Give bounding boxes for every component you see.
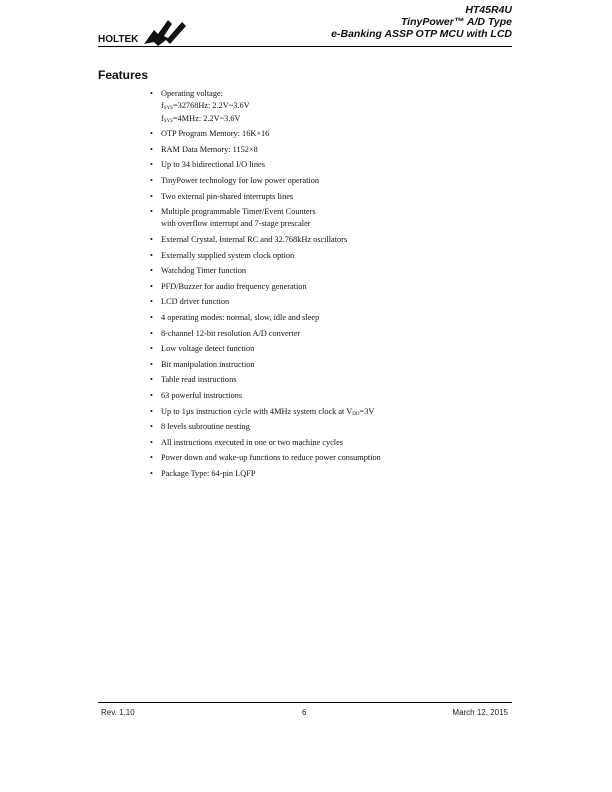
list-item: • OTP Program Memory: 16K×16 — [150, 128, 510, 140]
list-item: • 8 levels subroutine nesting — [150, 421, 510, 433]
document-title — [331, 4, 512, 40]
bullet-icon: • — [150, 160, 153, 170]
bullet-icon: • — [150, 313, 153, 323]
bullet-icon: • — [150, 468, 153, 478]
bullet-icon: • — [150, 422, 153, 432]
subtitle-line: TinyPower™ A/D Type — [400, 16, 512, 28]
bullet-icon: • — [150, 281, 153, 291]
list-item: • Table read instructions — [150, 374, 510, 386]
revision-label: Rev. 1.10 — [101, 708, 135, 717]
list-item: • Watchdog Timer function — [150, 265, 510, 277]
list-item: • Up to 1µs instruction cycle with 4MHz system clock at $V_{DD}=3V$ — [150, 406, 375, 417]
list-item: • Externally supplied system clock option — [150, 250, 510, 262]
list-item: • External Crystal, Internal RC and 32.768kHz oscillators — [150, 234, 510, 246]
bullet-icon: • — [150, 191, 153, 201]
logo-text: HOLTEK — [98, 34, 139, 45]
bullet-icon: • — [150, 344, 153, 354]
list-item — [150, 88, 510, 125]
bullet-icon: • — [150, 375, 153, 385]
bullet-icon: • — [150, 250, 153, 260]
bullet-icon: • — [150, 129, 153, 139]
bullet-icon: • — [150, 144, 153, 154]
list-item: • Two external pin-shared interrupts lines — [150, 191, 510, 203]
bullet-icon: • — [150, 406, 153, 416]
page-footer — [98, 708, 512, 722]
list-item: • TinyPower technology for low power operation — [150, 175, 510, 187]
list-item: • PFD/Buzzer for audio frequency generation — [150, 281, 510, 293]
bullet-icon: • — [150, 207, 153, 217]
list-item: • Bit manipulation instruction — [150, 359, 510, 371]
bullet-icon: • — [150, 328, 153, 338]
page-number: 6 — [302, 708, 307, 717]
list-item: • Low voltage detect function — [150, 343, 510, 355]
list-item: • Multiple programmable Timer/Event Counters with overflow interrupt and 7-stage prescaler — [150, 207, 316, 229]
part-number: HT45R4U — [465, 4, 512, 16]
revision-date: March 12, 2015 — [452, 708, 508, 717]
bullet-icon: • — [150, 175, 153, 185]
bullet-icon: • — [150, 453, 153, 463]
header-divider — [98, 46, 512, 47]
list-item: • All instructions executed in one or two machine cycles — [150, 437, 510, 449]
footer-divider — [98, 702, 512, 703]
feature-list — [150, 88, 510, 484]
holtek-logo — [98, 16, 188, 48]
list-item: • LCD driver function — [150, 296, 510, 308]
operating-voltage-line-2: $f_{SYS}=4MHz$: 2.2V~3.6V — [161, 113, 241, 124]
operating-voltage-label: Operating voltage: — [161, 89, 223, 98]
list-item: • 63 powerful instructions — [150, 390, 510, 402]
bullet-icon: • — [150, 89, 153, 98]
page-header — [98, 4, 512, 46]
subtitle-line-2: e-Banking ASSP OTP MCU with LCD — [331, 28, 512, 40]
bullet-icon: • — [150, 297, 153, 307]
bullet-icon: • — [150, 266, 153, 276]
bullet-icon: • — [150, 437, 153, 447]
bullet-icon: • — [150, 359, 153, 369]
list-item: • Up to 34 bidirectional I/O lines — [150, 159, 510, 171]
operating-voltage-line-1: $f_{SYS}=32768Hz$: 2.2V~3.6V — [161, 101, 250, 112]
bullet-icon: • — [150, 235, 153, 245]
list-item: • Package Type: 64-pin LQFP — [150, 468, 510, 480]
list-item: • Power down and wake-up functions to reduce power consumption — [150, 452, 510, 464]
section-title: Features — [98, 68, 149, 82]
list-item: • 8-channel 12-bit resolution A/D converter — [150, 328, 510, 340]
list-item: • RAM Data Memory: 1152×8 — [150, 144, 510, 156]
logo-mark-icon — [144, 20, 186, 46]
bullet-icon: • — [150, 390, 153, 400]
list-item: • 4 operating modes: normal, slow, idle and sleep — [150, 312, 510, 324]
